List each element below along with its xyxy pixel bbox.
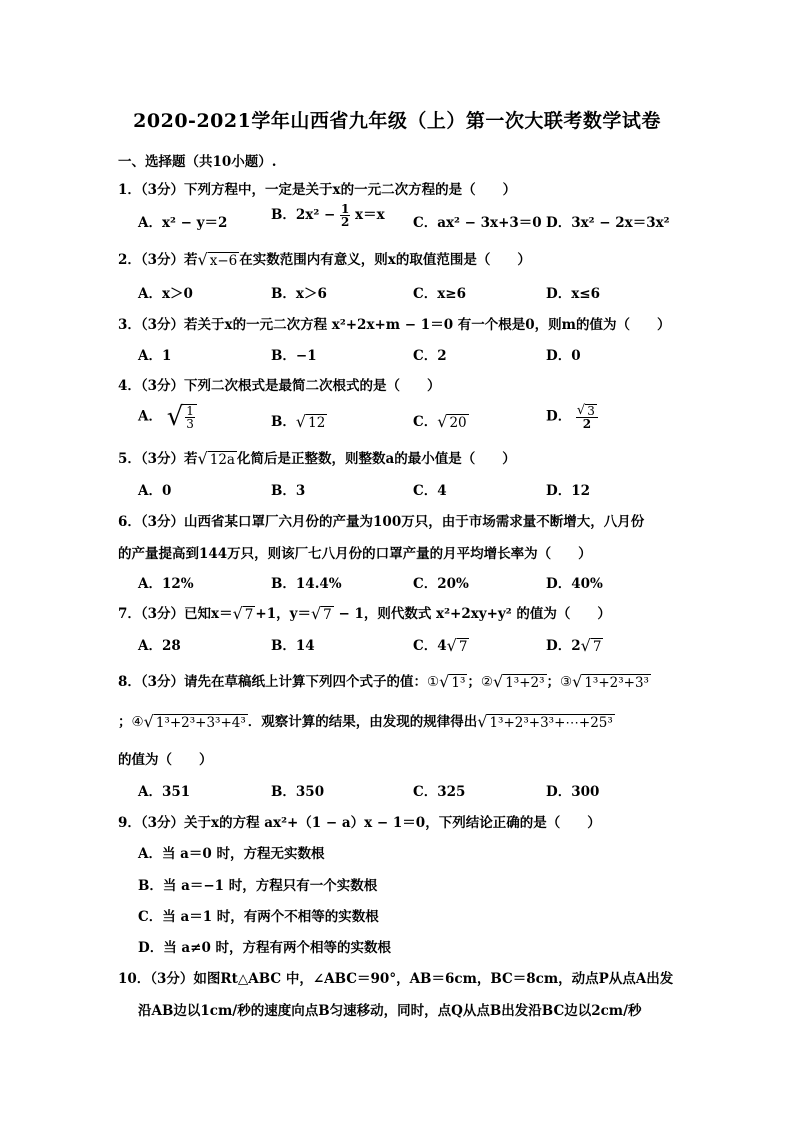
q5-stem-post: 化简后是正整数，则整数a的最小值是（ ） (236, 451, 516, 467)
q8-expr-5: √ 1³+2³+3³+⋯+25³ (477, 712, 613, 731)
q6-option-c: C．20% (413, 576, 469, 592)
question-9-stem: 9．（3分）关于x的方程 ax²+（1 − a）x − 1＝0，下列结论正确的是（ ） (118, 815, 601, 831)
q7-c-label: C．4 (413, 638, 447, 654)
q4-c-radical: √ 20 (437, 412, 467, 431)
q7-radical-1: √ 7 (232, 604, 254, 623)
q9-option-c: C．当 a＝1 时，有两个不相等的实数根 (138, 909, 379, 925)
q7-option-d (546, 634, 603, 655)
q1-option-c: C．ax² − 3x+3＝0 (413, 215, 542, 231)
q8-sep-1: ； (467, 674, 481, 690)
question-8-options (138, 780, 698, 804)
q3-option-b: B．−1 (271, 348, 317, 364)
q5-radicand: 12a (209, 452, 235, 468)
q8-stem-pre: 8．（3分）请先在草稿纸上计算下列四个式子的值： (118, 674, 428, 690)
q7-stem-b: +1，y＝ (255, 606, 311, 622)
q8-expr-5-radicand: 1³+2³+3³+⋯+25³ (489, 715, 613, 731)
q4-a-label: A． (138, 408, 162, 425)
q8-expr-1: √ 1³ (439, 672, 466, 691)
q8-option-a: A．351 (138, 784, 191, 800)
question-1-options (138, 202, 698, 235)
q4-option-a (138, 404, 197, 430)
q8-sep-3: ； (118, 714, 132, 730)
q6-option-d: D．40% (546, 576, 603, 592)
q6-option-b: B．14.4% (271, 576, 342, 592)
question-2-stem (118, 248, 531, 269)
q7-stem-a: 7．（3分）已知x＝ (118, 606, 233, 622)
question-8-stem-line1 (118, 670, 651, 691)
q4-option-c (413, 410, 469, 431)
q8-circ-1: ① (427, 674, 440, 690)
q3-option-a: A．1 (138, 348, 172, 364)
q2-option-a: A．x＞0 (138, 286, 193, 302)
q3-option-c: C．2 (413, 348, 447, 364)
q2-option-c: C．x≥6 (413, 286, 466, 302)
q9-option-a: A．当 a＝0 时，方程无实数根 (138, 846, 325, 862)
question-10-stem-line2: 沿AB边以1cm/秒的速度向点B匀速移动，同时，点Q从点B出发沿BC边以2cm/秒 (138, 1003, 642, 1019)
q8-expr-1-radicand: 1³ (451, 675, 466, 691)
q4-c-radicand: 20 (449, 415, 467, 431)
q1-b-den: 2 (340, 215, 350, 229)
q8-expr-4: √ 1³+2³+3³+4³ (143, 712, 246, 731)
q7-option-b: B．14 (271, 638, 315, 654)
question-10-stem-line1: 10．（3分）如图Rt△ABC 中，∠ABC＝90°，AB＝6cm，BC＝8cm，动点P从点A出发 (118, 971, 674, 987)
q5-option-b: B．3 (271, 483, 306, 499)
q8-sep-2: ； (546, 674, 561, 690)
q8-option-b: B．350 (271, 784, 325, 800)
q4-option-b (271, 410, 327, 431)
q9-option-b: B．当 a＝−1 时，方程只有一个实数根 (138, 878, 378, 894)
question-1-stem: 1．（3分）下列方程中，一定是关于x的一元二次方程的是（ ） (118, 182, 517, 198)
q4-a-radical: √ $\frac{1}{3}$ (167, 404, 197, 430)
q1-b-num: 1 (340, 202, 350, 216)
q1-b-fraction (340, 203, 350, 228)
q7-d-radical: √ 7 (580, 636, 602, 655)
q4-b-label: B． (271, 414, 296, 430)
q4-d-label: D． (546, 408, 572, 425)
question-2-options (138, 282, 698, 306)
q5-stem-pre: 5．（3分）若 (118, 451, 198, 467)
q7-option-a: A．28 (138, 638, 181, 654)
q7-radicand-1: 7 (244, 607, 254, 623)
q8-option-c: C．325 (413, 784, 466, 800)
q4-b-radical: √ 12 (295, 412, 326, 431)
q8-option-d: D．300 (546, 784, 600, 800)
q4-a-num: 1 (186, 404, 194, 418)
q8-circ-3: ③ (560, 674, 573, 690)
q1-b-post: x＝x (355, 207, 385, 223)
q4-d-num: 3 (587, 404, 595, 418)
question-4-stem: 4．（3分）下列二次根式是最简二次根式的是（ ） (118, 378, 441, 394)
q2-stem-pre: 2．（3分）若 (118, 252, 198, 268)
q7-radical-2: √ 7 (310, 604, 332, 623)
q2-option-d: D．x≤6 (546, 286, 600, 302)
page-title: 2020-2021学年山西省九年级（上）第一次大联考数学试卷 (133, 110, 661, 132)
q8-circ-4: ④ (131, 714, 144, 730)
question-3-options (138, 344, 698, 368)
q5-option-d: D．12 (546, 483, 590, 499)
q8-stem-mid: ．观察计算的结果，由发现的规律得出 (247, 714, 478, 730)
question-6-stem-line1: 6．（3分）山西省某口罩厂六月份的产量为100万只，由于市场需求量不断增大，八月份 (118, 514, 645, 530)
q7-d-label: D．2 (546, 638, 581, 654)
q8-circ-2: ② (480, 674, 493, 690)
q1-b-pre: B．2x² − (271, 207, 336, 223)
question-5-options (138, 479, 698, 503)
q8-expr-3: √ 1³+2³+3³ (572, 672, 649, 691)
question-3-stem: 3．（3分）若关于x的一元二次方程 x²+2x+m − 1＝0 有一个根是0，则m的值为（ ） (118, 317, 671, 333)
q7-option-c (413, 634, 469, 655)
question-4-options (138, 404, 698, 440)
q1-option-d: D．3x² − 2x＝3x² (546, 215, 670, 231)
question-8-stem-line2 (118, 710, 615, 731)
question-6-options (138, 572, 698, 596)
q4-option-d (546, 404, 598, 430)
q9-option-d: D．当 a≠0 时，方程有两个相等的实数根 (138, 940, 392, 956)
q4-c-label: C． (413, 414, 438, 430)
q8-expr-3-radicand: 1³+2³+3³ (584, 675, 649, 691)
q5-option-a: A．0 (138, 483, 172, 499)
question-5-stem (118, 447, 516, 468)
q2-stem-post: 在实数范围内有意义，则x的取值范围是（ ） (239, 252, 531, 268)
q7-radicand-2: 7 (323, 607, 332, 623)
q8-expr-2-radicand: 1³+2³ (505, 675, 545, 691)
question-6-stem-line2: 的产量提高到144万只，则该厂七八月份的口罩产量的月平均增长率为（ ） (118, 546, 592, 562)
q2-option-b: B．x＞6 (271, 286, 327, 302)
q3-option-d: D．0 (546, 348, 581, 364)
q5-radical: √ 12a (197, 449, 235, 468)
question-7-options (138, 634, 698, 658)
q4-b-radicand: 12 (308, 415, 326, 431)
q8-expr-4-radicand: 1³+2³+3³+4³ (155, 715, 246, 731)
q4-d-fraction: √ 3 2 (576, 404, 598, 430)
section-heading: 一、选择题（共10小题）. (118, 154, 277, 170)
q7-c-radicand: 7 (458, 639, 468, 655)
q7-c-radical: √ 7 (446, 636, 468, 655)
q2-radical: √ x−6 (197, 250, 238, 269)
q2-radicand: x−6 (209, 253, 238, 269)
question-8-stem-line3: 的值为（ ） (118, 752, 213, 768)
question-7-stem (118, 602, 611, 623)
q1-option-b (271, 203, 385, 228)
q4-a-den: 3 (186, 417, 194, 431)
q5-option-c: C．4 (413, 483, 447, 499)
q1-option-a: A．x² − y＝2 (138, 215, 228, 231)
q6-option-a: A．12% (138, 576, 194, 592)
q7-d-radicand: 7 (592, 639, 602, 655)
q8-expr-2: √ 1³+2³ (492, 672, 545, 691)
q4-d-den: 2 (582, 417, 592, 431)
q7-stem-c: − 1，则代数式 x²+2xy+y² 的值为（ ） (333, 606, 611, 622)
